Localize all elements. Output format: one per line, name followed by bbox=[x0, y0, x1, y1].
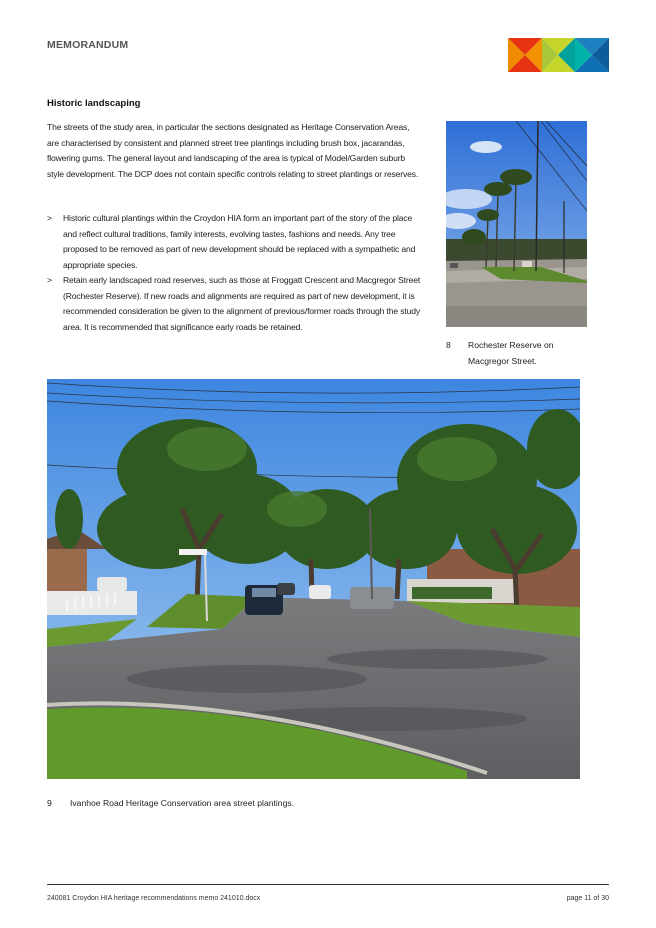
recommendation-list bbox=[47, 211, 425, 335]
figure-caption-text: Rochester Reserve on Macgregor Street. bbox=[468, 340, 554, 366]
list-item bbox=[47, 211, 425, 273]
footer-page-number: page 11 of 30 bbox=[566, 895, 609, 902]
intro-paragraph: The streets of the study area, in particular the sections designated as Heritage Conservation Areas, are characterised by consistent and planned street tree plantings including brush box, jacarandas, flowering gums. The general layout and landscaping of the area is typical of Model/Garden suburb style development. The DCP does not contain specific controls relating to street plantings or reserves. bbox=[47, 122, 419, 179]
footer-document-name: 240081 Croydon HIA heritage recommendations memo 241010.docx bbox=[47, 895, 261, 902]
ivanhoe-road-photo bbox=[47, 379, 580, 779]
footer-divider bbox=[47, 884, 609, 885]
figure-caption-text: Ivanhoe Road Heritage Conservation area street plantings. bbox=[70, 798, 295, 808]
figure-number: 8 bbox=[446, 340, 451, 350]
figure-number: 9 bbox=[47, 798, 52, 808]
bullet-text: Historic cultural plantings within the Croydon HIA form an important part of the story of the place and reflect cultural traditions, family interests, evolving tastes, fashions and needs. Any tree proposed to be removed as part of new development should be replaced with a sympathetic and appropriate species. bbox=[63, 213, 416, 270]
bullet-marker: > bbox=[47, 213, 52, 223]
section-heading: Historic landscaping bbox=[47, 98, 141, 109]
bullet-marker: > bbox=[47, 275, 52, 285]
bullet-text: Retain early landscaped road reserves, such as those at Froggatt Crescent and Macgregor Street (Rochester Reserve). If new roads and alignments are required as part of new development, it is recommended consideration be given to the alignment of previous/former roads through the study area. It is recommended that significance early roads be retained. bbox=[63, 275, 421, 332]
company-logo bbox=[508, 38, 609, 72]
rochester-reserve-photo bbox=[446, 121, 587, 327]
list-item bbox=[47, 273, 425, 335]
memo-title: MEMORANDUM bbox=[47, 39, 129, 51]
